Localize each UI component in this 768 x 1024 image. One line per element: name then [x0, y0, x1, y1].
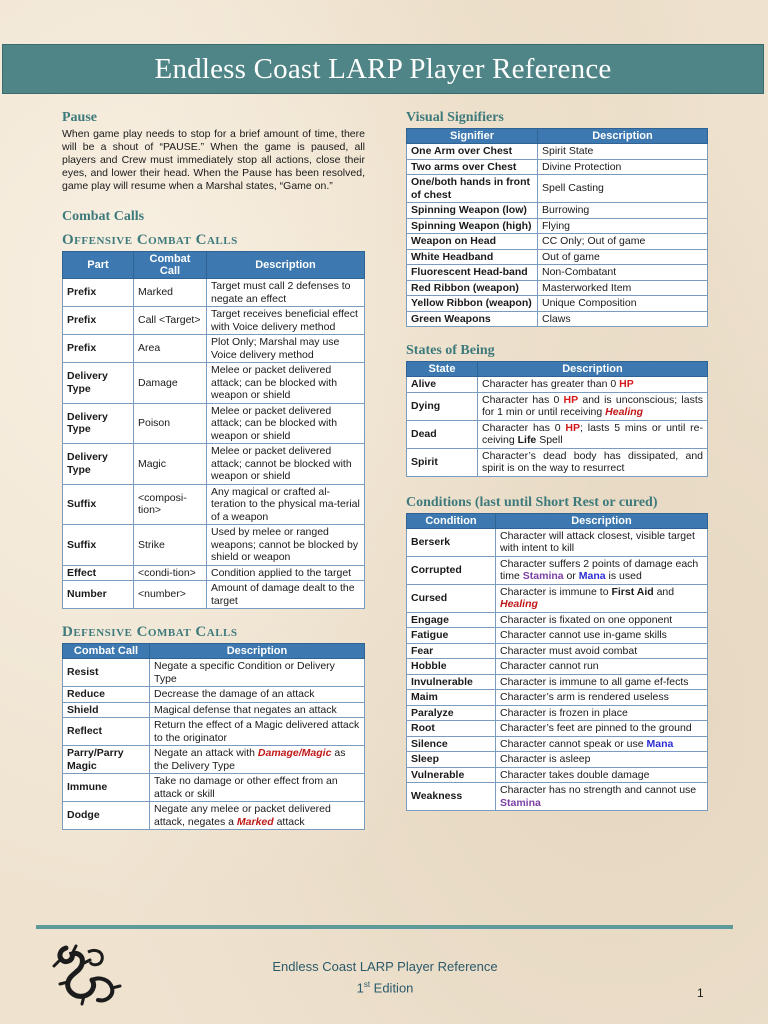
condition-desc: Character cannot run	[496, 659, 708, 675]
header-cell: Signifier	[407, 129, 538, 144]
defense-name: Shield	[63, 702, 150, 718]
states-table	[406, 361, 708, 477]
footer-edition: 1st Edition	[356, 980, 414, 996]
signifier-name: Fluorescent Head-band	[407, 265, 538, 281]
table-row	[63, 444, 365, 485]
call-part: Number	[63, 581, 134, 609]
condition-name: Fear	[407, 643, 496, 659]
table-row	[63, 307, 365, 335]
states-heading: States of Being	[406, 343, 495, 358]
table-row	[407, 767, 708, 783]
defense-name: Dodge	[63, 802, 150, 830]
signifier-desc: Claws	[538, 311, 708, 327]
state-name: Spirit	[407, 448, 478, 476]
condition-desc: Character cannot use in-game skills	[496, 628, 708, 644]
defense-name: Reflect	[63, 718, 150, 746]
visual-header-row	[407, 129, 708, 144]
defense-desc: Negate an attack with Damage/Magic as the Delivery Type	[150, 746, 365, 774]
table-row	[63, 746, 365, 774]
signifier-name: White Headband	[407, 249, 538, 265]
call-name: Area	[134, 335, 207, 363]
condition-name: Maim	[407, 690, 496, 706]
signifier-desc: Spell Casting	[538, 175, 708, 203]
call-desc: Amount of damage dealt to the target	[207, 581, 365, 609]
call-name: Call <Target>	[134, 307, 207, 335]
condition-desc: Character must avoid combat	[496, 643, 708, 659]
defense-desc: Negate a specific Condition or Delivery Type	[150, 659, 365, 687]
condition-desc: Character will attack closest, visible target with intent to kill	[496, 528, 708, 556]
call-desc: Melee or packet delivered attack; can be blocked with weapon or shield	[207, 403, 365, 444]
condition-name: Hobble	[407, 659, 496, 675]
page-number: 1	[697, 986, 704, 1000]
signifier-desc: Masterworked Item	[538, 280, 708, 296]
table-row	[63, 403, 365, 444]
signifier-desc: Divine Protection	[538, 159, 708, 175]
table-row	[407, 448, 708, 476]
header-cell: Description	[496, 513, 708, 528]
signifier-desc: Spirit State	[538, 144, 708, 160]
signifier-name: Two arms over Chest	[407, 159, 538, 175]
condition-desc: Character’s feet are pinned to the ground	[496, 721, 708, 737]
offensive-header-row	[63, 252, 365, 279]
condition-name: Sleep	[407, 752, 496, 768]
condition-name: Vulnerable	[407, 767, 496, 783]
condition-name: Invulnerable	[407, 674, 496, 690]
call-part: Delivery Type	[63, 444, 134, 485]
dragon-logo-icon	[52, 940, 124, 1006]
page-title: Endless Coast LARP Player Reference	[154, 52, 612, 85]
defense-name: Reduce	[63, 687, 150, 703]
call-desc: Target must call 2 defenses to negate an effect	[207, 279, 365, 307]
state-name: Alive	[407, 377, 478, 393]
call-name: Damage	[134, 363, 207, 404]
state-desc: Character has 0 HP; lasts 5 mins or until re-ceiving Life Spell	[478, 420, 708, 448]
header-cell: Combat Call	[134, 252, 207, 279]
table-row	[63, 659, 365, 687]
condition-desc: Character is asleep	[496, 752, 708, 768]
call-name: Marked	[134, 279, 207, 307]
defensive-table	[62, 643, 365, 830]
states-header-row	[407, 362, 708, 377]
call-part: Delivery Type	[63, 363, 134, 404]
defensive-header-row	[63, 644, 365, 659]
table-row	[407, 203, 708, 219]
call-desc: Target receives beneficial effect with Voice delivery method	[207, 307, 365, 335]
signifier-name: One/both hands in front of chest	[407, 175, 538, 203]
signifier-desc: Unique Composition	[538, 296, 708, 312]
table-row	[63, 363, 365, 404]
table-row	[407, 144, 708, 160]
signifier-desc: Non-Combatant	[538, 265, 708, 281]
table-row	[407, 296, 708, 312]
state-desc: Character has 0 HP and is unconscious; lasts for 1 min or until receiving Healing	[478, 392, 708, 420]
defense-desc: Magical defense that negates an attack	[150, 702, 365, 718]
call-desc: Melee or packet delivered attack; cannot be blocked with weapon or shield	[207, 444, 365, 485]
call-desc: Any magical or crafted al-teration to the physical ma-terial of a weapon	[207, 484, 365, 525]
state-name: Dead	[407, 420, 478, 448]
offensive-table	[62, 251, 365, 609]
call-part: Suffix	[63, 525, 134, 566]
condition-name: Fatigue	[407, 628, 496, 644]
defense-desc: Take no damage or other effect from an attack or skill	[150, 774, 365, 802]
table-row	[63, 702, 365, 718]
condition-name: Root	[407, 721, 496, 737]
header-cell: Description	[207, 252, 365, 279]
call-name: Poison	[134, 403, 207, 444]
visual-heading: Visual Signifiers	[406, 110, 504, 125]
stamina-text: Stamina	[500, 796, 541, 809]
right-column	[406, 110, 708, 811]
pause-heading: Pause	[62, 110, 97, 125]
table-row	[407, 311, 708, 327]
call-desc: Melee or packet delivered attack; can be blocked with weapon or shield	[207, 363, 365, 404]
table-row	[407, 218, 708, 234]
table-row	[63, 335, 365, 363]
table-row	[407, 783, 708, 811]
signifier-name: One Arm over Chest	[407, 144, 538, 160]
condition-desc: Character’s arm is rendered useless	[496, 690, 708, 706]
call-name: Strike	[134, 525, 207, 566]
condition-name: Paralyze	[407, 705, 496, 721]
signifier-name: Spinning Weapon (high)	[407, 218, 538, 234]
table-row	[63, 718, 365, 746]
table-row	[63, 484, 365, 525]
signifier-name: Weapon on Head	[407, 234, 538, 250]
table-row	[407, 752, 708, 768]
call-desc: Used by melee or ranged weapons; cannot be blocked by shield or weapon	[207, 525, 365, 566]
condition-name: Silence	[407, 736, 496, 752]
call-desc: Plot Only; Marshal may use Voice delivery method	[207, 335, 365, 363]
defense-desc: Negate any melee or packet delivered attack, negates a Marked attack	[150, 802, 365, 830]
table-row	[63, 565, 365, 581]
table-row	[63, 279, 365, 307]
table-row	[407, 659, 708, 675]
condition-desc: Character cannot speak or use Mana	[496, 736, 708, 752]
footer-title: Endless Coast LARP Player Reference	[272, 959, 498, 974]
table-row	[407, 420, 708, 448]
table-row	[407, 377, 708, 393]
emphasis-text: Marked	[236, 815, 274, 828]
signifier-desc: Out of game	[538, 249, 708, 265]
header-cell: Combat Call	[63, 644, 150, 659]
footer-text	[200, 958, 570, 997]
condition-name: Berserk	[407, 528, 496, 556]
table-row	[63, 687, 365, 703]
header-cell: Part	[63, 252, 134, 279]
signifier-name: Spinning Weapon (low)	[407, 203, 538, 219]
header-cell: State	[407, 362, 478, 377]
condition-desc: Character takes double damage	[496, 767, 708, 783]
left-column	[62, 110, 365, 830]
call-part: Prefix	[63, 307, 134, 335]
condition-desc: Character is fixated on one opponent	[496, 612, 708, 628]
defense-name: Parry/Parry Magic	[63, 746, 150, 774]
table-row	[407, 159, 708, 175]
table-row	[407, 736, 708, 752]
table-row	[407, 556, 708, 584]
signifier-desc: Flying	[538, 218, 708, 234]
condition-name: Engage	[407, 612, 496, 628]
call-part: Prefix	[63, 279, 134, 307]
table-row	[407, 612, 708, 628]
state-desc: Character has greater than 0 HP	[478, 377, 708, 393]
table-row	[63, 774, 365, 802]
defense-name: Resist	[63, 659, 150, 687]
call-part: Effect	[63, 565, 134, 581]
signifier-desc: CC Only; Out of game	[538, 234, 708, 250]
header-cell: Condition	[407, 513, 496, 528]
table-row	[407, 674, 708, 690]
table-row	[407, 175, 708, 203]
table-row	[407, 392, 708, 420]
table-row	[407, 249, 708, 265]
table-row	[407, 721, 708, 737]
table-row	[63, 802, 365, 830]
state-name: Dying	[407, 392, 478, 420]
table-row	[407, 705, 708, 721]
header-cell: Description	[478, 362, 708, 377]
table-row	[407, 643, 708, 659]
visual-table	[406, 128, 708, 327]
table-row	[407, 280, 708, 296]
table-row	[407, 690, 708, 706]
pause-text: When game play needs to stop for a brief amount of time, there will be a shout of “PAUSE.” When the game is paused, all players and Crew must immediately stop all actions, close their eyes, and lower their head. When the Pause has been resolved, game play will resume when a Marshal states, “Game on.”	[62, 128, 365, 192]
condition-desc: Character has no strength and cannot use Stamina	[496, 783, 708, 811]
offensive-heading: Offensive Combat Calls	[62, 232, 238, 248]
mana-text: Mana	[646, 737, 674, 750]
signifier-name: Green Weapons	[407, 311, 538, 327]
table-row	[63, 525, 365, 566]
combat-calls-heading: Combat Calls	[62, 209, 145, 224]
table-row	[407, 584, 708, 612]
call-part: Suffix	[63, 484, 134, 525]
call-name: <condi-tion>	[134, 565, 207, 581]
conditions-table	[406, 513, 708, 812]
table-row	[407, 234, 708, 250]
signifier-name: Red Ribbon (weapon)	[407, 280, 538, 296]
defense-desc: Return the effect of a Magic delivered attack to the originator	[150, 718, 365, 746]
table-row	[407, 528, 708, 556]
defense-name: Immune	[63, 774, 150, 802]
condition-name: Cursed	[407, 584, 496, 612]
call-name: <composi-tion>	[134, 484, 207, 525]
condition-desc: Character is immune to First Aid and Healing	[496, 584, 708, 612]
table-row	[407, 628, 708, 644]
condition-desc: Character is frozen in place	[496, 705, 708, 721]
call-part: Delivery Type	[63, 403, 134, 444]
call-name: Magic	[134, 444, 207, 485]
table-row	[407, 265, 708, 281]
condition-desc: Character is immune to all game ef-fects	[496, 674, 708, 690]
footer-rule	[36, 925, 733, 929]
call-part: Prefix	[63, 335, 134, 363]
header-cell: Description	[150, 644, 365, 659]
table-row	[63, 581, 365, 609]
conditions-header-row	[407, 513, 708, 528]
state-desc: Character’s dead body has dissipated, and spirit is on the way to resurrect	[478, 448, 708, 476]
header-cell: Description	[538, 129, 708, 144]
call-name: <number>	[134, 581, 207, 609]
condition-desc: Character suffers 2 points of damage each time Stamina or Mana is used	[496, 556, 708, 584]
defensive-heading: Defensive Combat Calls	[62, 624, 238, 640]
title-banner	[2, 44, 764, 94]
emphasis-text: Damage/Magic	[257, 747, 332, 759]
condition-name: Weakness	[407, 783, 496, 811]
conditions-heading: Conditions (last until Short Rest or cured)	[406, 494, 658, 510]
condition-name: Corrupted	[407, 556, 496, 584]
signifier-desc: Burrowing	[538, 203, 708, 219]
signifier-name: Yellow Ribbon (weapon)	[407, 296, 538, 312]
defense-desc: Decrease the damage of an attack	[150, 687, 365, 703]
call-desc: Condition applied to the target	[207, 565, 365, 581]
